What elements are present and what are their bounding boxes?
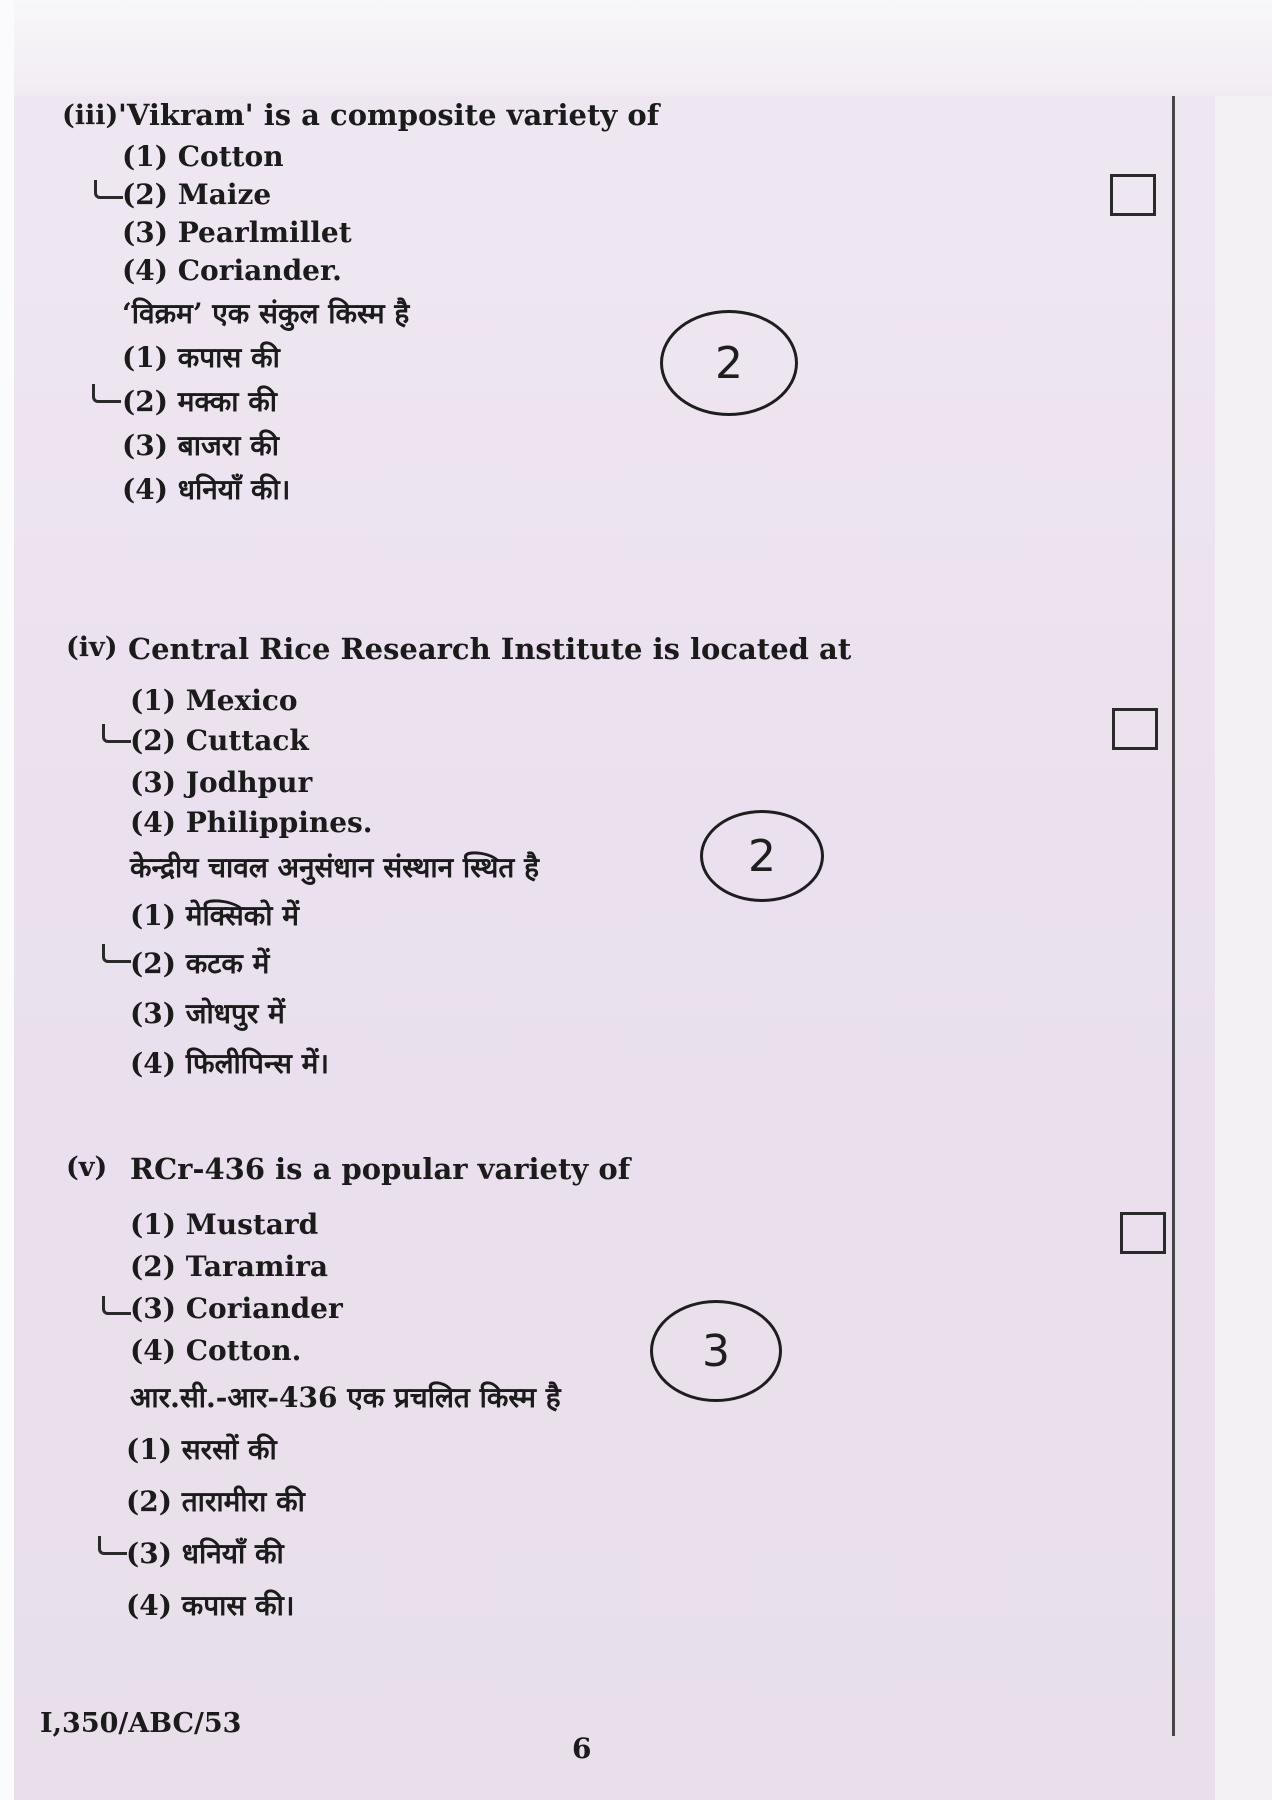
page-number: 6 [572, 1732, 592, 1765]
score-circle: 3 [650, 1300, 782, 1402]
hindi-option-2: (2) मक्का की [122, 385, 277, 418]
margin-rule [1172, 96, 1175, 1736]
question-stem: RCr-436 is a popular variety of [130, 1152, 631, 1186]
answer-box [1120, 1212, 1166, 1254]
hindi-option-4: (4) फिलीपिन्स में। [130, 1047, 330, 1080]
answer-box [1112, 708, 1158, 750]
option-4: (4) Coriander. [122, 254, 342, 287]
tick-mark [102, 1296, 131, 1315]
question-number: (iv) [66, 632, 118, 663]
hindi-option-3: (3) बाजरा की [122, 429, 279, 462]
tick-mark [94, 180, 123, 199]
question-number: (v) [66, 1152, 108, 1183]
hindi-option-2: (2) तारामीरा की [126, 1485, 305, 1518]
hindi-option-1: (1) कपास की [122, 341, 280, 374]
option-2: (2) Cuttack [130, 724, 309, 757]
score-circle: 2 [660, 310, 798, 416]
tick-mark [102, 724, 131, 743]
hindi-option-2: (2) कटक में [130, 947, 270, 980]
page-left-margin [0, 0, 14, 1800]
option-2: (2) Taramira [130, 1250, 329, 1283]
page-right-margin [1215, 96, 1272, 1800]
tick-mark [102, 944, 131, 963]
option-2: (2) Maize [122, 178, 272, 211]
question-stem: Central Rice Research Institute is located at [128, 632, 852, 666]
tick-mark [98, 1536, 127, 1555]
option-4: (4) Philippines. [130, 806, 373, 839]
hindi-option-4: (4) कपास की। [126, 1589, 295, 1622]
hindi-stem: केन्द्रीय चावल अनुसंधान संस्थान स्थित है [130, 851, 539, 884]
option-4: (4) Cotton. [130, 1334, 302, 1367]
score-circle: 2 [700, 810, 824, 902]
hindi-option-4: (4) धनियाँ की। [122, 473, 291, 506]
hindi-option-1: (1) सरसों की [126, 1433, 277, 1466]
option-3: (3) Jodhpur [130, 766, 313, 799]
option-3: (3) Pearlmillet [122, 216, 352, 249]
option-1: (1) Mustard [130, 1208, 319, 1241]
answer-box [1110, 174, 1156, 216]
hindi-stem: आर.सी.-आर-436 एक प्रचलित किस्म है [130, 1381, 561, 1414]
tick-mark [92, 384, 121, 403]
hindi-option-3: (3) धनियाँ की [126, 1537, 284, 1570]
hindi-option-3: (3) जोधपुर में [130, 997, 285, 1030]
option-1: (1) Cotton [122, 140, 284, 173]
option-1: (1) Mexico [130, 684, 298, 717]
question-number: (iii) [62, 100, 119, 131]
hindi-option-1: (1) मेक्सिको में [130, 899, 299, 932]
hindi-stem: ‘विक्रम’ एक संकुल किस्म है [122, 297, 410, 330]
question-stem: 'Vikram' is a composite variety of [118, 98, 660, 132]
page-top-margin [0, 0, 1272, 96]
option-3: (3) Coriander [130, 1292, 343, 1325]
paper-code: I,350/ABC/53 [40, 1708, 242, 1739]
